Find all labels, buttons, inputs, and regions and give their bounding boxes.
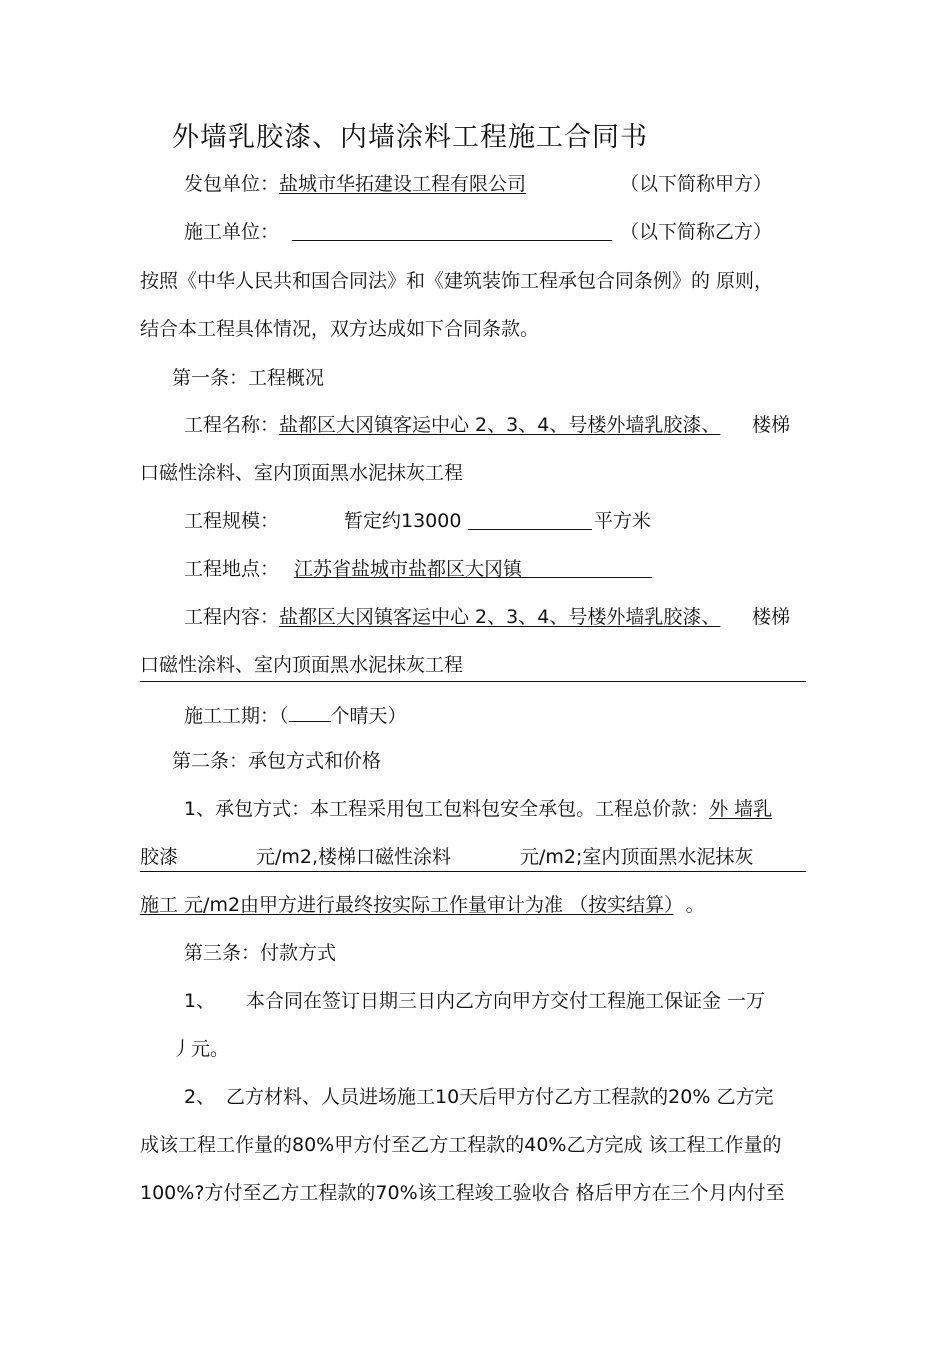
contractor-line: [184, 172, 526, 196]
project-location-value: 江苏省盐城市盐都区大冈镇: [294, 558, 523, 580]
project-content-label: 工程内容：: [184, 606, 280, 628]
payment-item-1-num: 1、: [184, 990, 216, 1012]
project-name-tail: 楼梯: [752, 414, 791, 436]
contractor-name: 盐城市华拓建设工程有限公司: [279, 173, 527, 195]
preamble-line-2: 结合本工程具体情况，双方达成如下合同条款。: [140, 318, 540, 340]
project-content-cont: 口磁性涂料、室内顶面黑水泥抹灰工程: [140, 654, 464, 676]
payment-item-2-line-3: 100%?方付至乙方工程款的70%该工程竣工验收合 格后甲方在三个月内付至: [140, 1182, 785, 1204]
price-line-2-c: 元/m2;室内顶面黑水泥抹灰: [520, 846, 754, 868]
article-3-heading: 第三条：付款方式: [184, 942, 337, 964]
section-rule-2: [140, 871, 806, 872]
payment-item-1-text: 本合同在签订日期三日内乙方向甲方交付工程施工保证金 一万: [246, 990, 766, 1012]
builder-label: 施工单位：: [184, 221, 280, 243]
location-underline: [294, 577, 652, 578]
price-line-3-text: 施工 元/m2由甲方进行最终按实际工作量审计为准 （按实结算）: [140, 894, 674, 916]
contractor-label: 发包单位：: [184, 173, 280, 195]
period-suffix: 个晴天）: [330, 705, 407, 727]
builder-blank-line: [292, 240, 612, 241]
article-1-heading: 第一条：工程概况: [172, 367, 325, 389]
payment-item-2-num: 2、: [184, 1086, 216, 1108]
contract-method-text: 1、承包方式：本工程采用包工包料包安全承包。工程总价款：: [184, 798, 710, 820]
project-scale-unit: 平方米: [594, 510, 652, 532]
scale-blank-line: [468, 529, 592, 530]
price-line-2-b: 元/m2,楼梯口磁性涂料: [256, 846, 452, 868]
project-scale-label: 工程规模：: [184, 510, 280, 532]
contract-method-line: [184, 797, 772, 821]
project-content-tail: 楼梯: [752, 606, 791, 628]
price-line-2-a: 胶漆: [140, 846, 179, 868]
builder-note: （以下简称乙方）: [620, 221, 773, 243]
price-line-3-end: 。: [685, 894, 705, 916]
project-name-cont: 口磁性涂料、室内顶面黑水泥抹灰工程: [140, 462, 464, 484]
contractor-note: （以下简称甲方）: [620, 173, 773, 195]
project-name-value: 盐都区大冈镇客运中心 2、3、4、号楼外墙乳胶漆、: [279, 414, 721, 436]
price-line-3: [140, 893, 705, 917]
project-scale-value: 暂定约13000: [344, 510, 462, 532]
article-2-heading: 第二条：承包方式和价格: [172, 750, 382, 772]
payment-item-2-text: 乙方材料、人员进场施工10天后甲方付乙方工程款的20% 乙方完: [226, 1086, 774, 1108]
preamble-line-1: 按照《中华人民共和国合同法》和《建筑装饰工程承包合同条例》的 原则，: [140, 270, 774, 292]
project-content-value: 盐都区大冈镇客运中心 2、3、4、号楼外墙乳胶漆、: [279, 606, 721, 628]
project-content-line: [184, 605, 720, 629]
contract-price-tail: 外 墙乳: [709, 798, 773, 820]
payment-item-1-cont: 丿元。: [172, 1038, 230, 1060]
section-rule-1: [140, 681, 806, 682]
period-label: 施工工期：（: [184, 705, 289, 727]
document-title: 外墙乳胶漆、内墙涂料工程施工合同书: [172, 122, 648, 153]
period-blank: [289, 701, 331, 722]
project-name-label: 工程名称：: [184, 414, 280, 436]
construction-period-line: [184, 701, 407, 728]
project-location-label: 工程地点：: [184, 558, 280, 580]
payment-item-2-line-2: 成该工程工作量的80%甲方付至乙方工程款的40%乙方完成 该工程工作量的: [140, 1134, 782, 1156]
project-name-line: [184, 413, 720, 437]
